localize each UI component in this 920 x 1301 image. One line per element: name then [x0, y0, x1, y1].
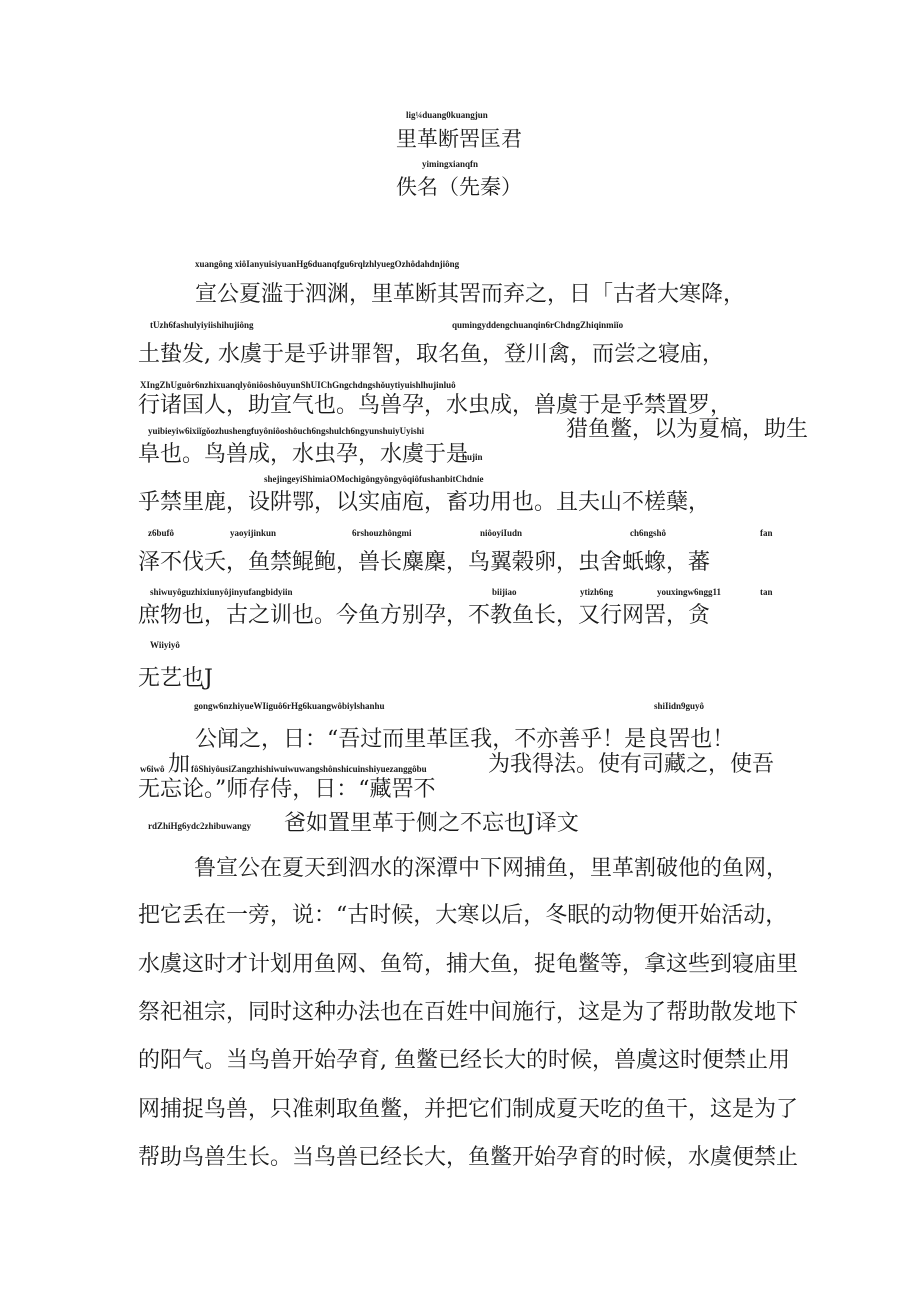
- author-pinyin: yimingxianqfn: [422, 159, 479, 169]
- pinyin-line: 6rshouzhôngmi: [352, 528, 412, 538]
- text-line: 宣公夏滥于泗渊，里革断其罟而弃之，日「古者大寒降，: [195, 282, 746, 307]
- pinyin-line: tUzh6fashulyiyiishihujiông: [150, 320, 254, 330]
- pinyin-line: fôShiyôusiZangzhishiwuiwuwangshônshicuinshiyuezanggôbu: [191, 764, 427, 774]
- pinyin-line: w6iwô: [140, 764, 165, 774]
- pinyin-line: fan: [760, 528, 773, 538]
- pinyin-line: XIngZhUguôr6nzhixuanqlyôniôoshǒuyunShUIChGngchdngshǒuytiyuishlhujinluô: [140, 380, 456, 390]
- text-line: 猎鱼鳖，以为夏槁，助生: [566, 417, 809, 442]
- pinyin-line: yaoyijinkun: [230, 528, 277, 538]
- translation-line: 把它丢在一旁，说：“古时候，大寒以后，冬眠的动物便开始活动，: [138, 903, 788, 928]
- pinyin-line: biijiao: [492, 587, 517, 597]
- pinyin-line: ytizh6ng: [580, 587, 614, 597]
- pinyin-line: ch6ngshô: [630, 528, 667, 538]
- pinyin-line: xuangông xiôIanyuisiyuanHg6duanqfgu6rqlzhlyuegOzhôdahdnjiông: [195, 259, 460, 269]
- translation-line: 鲁宣公在夏天到泗水的深潭中下网捕鱼，里革割破他的鱼网，: [194, 856, 789, 881]
- text-line: 公闻之，日：“吾过而里革匡我，不亦善乎！是良罟也！: [195, 727, 735, 752]
- translation-line: 帮助鸟兽生长。当鸟兽已经长大，鱼鳖开始孕育的时候，水虞便禁止: [138, 1145, 799, 1170]
- pinyin-line: rdZhiHg6ydc2zhibuwangy: [148, 821, 252, 831]
- text-line: 庶物也，古之训也。今鱼方别孕，不教鱼长，又行网罟，贪: [138, 603, 711, 628]
- pinyin-line: tan: [760, 587, 773, 597]
- title: 里革断罟匡君: [396, 127, 522, 151]
- translation-line: 祭祀祖宗，同时这种办法也在百姓中间施行，这是为了帮助散发地下: [138, 1000, 799, 1025]
- text-line: 为我得法。使有司藏之，使吾: [488, 752, 775, 777]
- text-line: 泽不伐夭，鱼禁鲲鲍，兽长麋麇，鸟翼榖卵，虫舍蚔蟓，蕃: [138, 550, 711, 575]
- pinyin-line: qumingyddengchuanqin6rChdngZhiqinmiǐo: [452, 320, 624, 330]
- pinyin-line: shejingeyiShimiaOMochigôngyôngyôqiôfushanbitChdnie: [264, 474, 484, 484]
- text-line: 土蛰发, 水虞于是乎讲罪智，取名鱼，登川禽，而尝之寝庙，: [138, 342, 724, 367]
- pinyin-line: shiIidn9guyô: [654, 701, 705, 711]
- pinyin-line: hujin: [462, 452, 483, 462]
- text-line: 无忘论。”师存侍，日：“藏罟不: [138, 777, 436, 802]
- pinyin-line: Wiiyiyô: [150, 640, 180, 650]
- text-line: 阜也。鸟兽成，水虫孕，水虞于是: [138, 442, 469, 467]
- text-line: 乎禁里鹿，设阱鄂，以实庙庖，畜功用也。且夫山不槎蘖，: [138, 490, 711, 515]
- translation-line: 的阳气。当鸟兽开始孕育, 鱼鳖已经长大的时候，兽虞这时便禁止用: [138, 1048, 790, 1073]
- author: 佚名（先秦）: [396, 175, 522, 199]
- title-pinyin: lig¼duang0kuangjun: [406, 110, 488, 120]
- pinyin-line: shiwuyôguzhixiunyôjinyufangbidyiin: [150, 587, 293, 597]
- pinyin-line: gongw6nzhiyueWIiguô6rHg6kuangwôbiylshanhu: [194, 701, 385, 711]
- text-line: 爸如置里革于侧之不忘也J译文: [284, 811, 579, 836]
- text-line: 无艺也J: [138, 666, 213, 691]
- text-line: 行诸国人，助宣气也。鸟兽孕，水虫成，兽虞于是乎禁置罗，: [138, 393, 733, 418]
- pinyin-line: youxingw6ngg11: [657, 587, 722, 597]
- translation-line: 网捕捉鸟兽，只准刺取鱼鳖，并把它们制成夏天吃的鱼干，这是为了: [138, 1097, 799, 1122]
- pinyin-line: z6bufô: [148, 528, 175, 538]
- text-line: 加: [168, 752, 191, 777]
- translation-line: 水虞这时才计划用鱼网、鱼笱，捕大鱼，捉龟鳖等，拿这些到寝庙里: [138, 952, 799, 977]
- pinyin-line: yuibieyiw6ixiǐgǒozhushengfuyôniôoshôuch6ngshulch6ngyunshuiyUyishi: [148, 426, 425, 436]
- pinyin-line: niôoyiIudn: [480, 528, 523, 538]
